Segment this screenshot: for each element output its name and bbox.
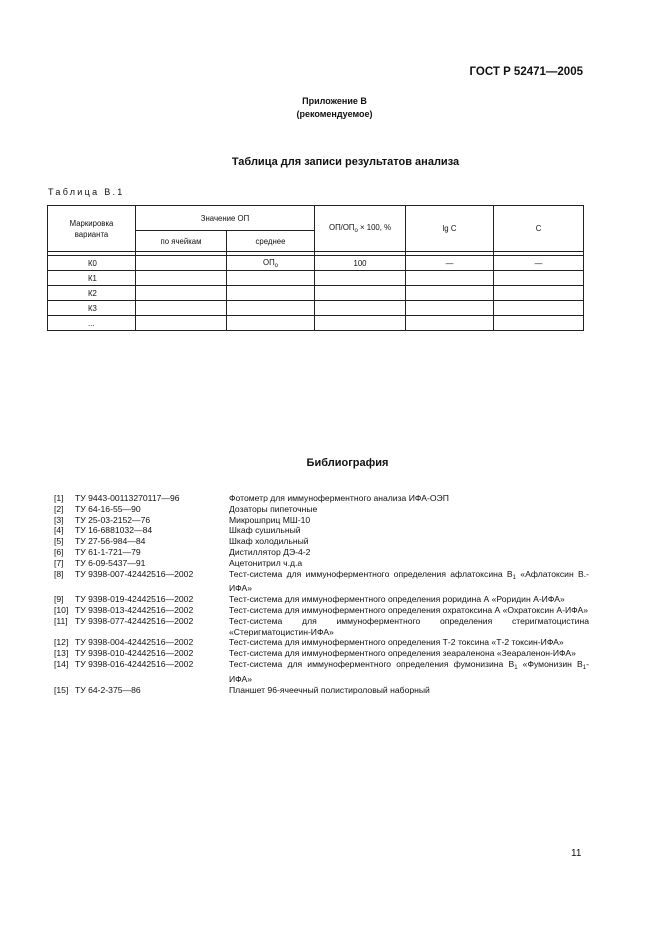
list-item (54, 536, 589, 547)
ref-code: ТУ 9398-019-42442516—2002 (75, 594, 194, 605)
list-item (54, 558, 589, 569)
cell-ratio (315, 286, 406, 301)
header-ratio-sub: о (354, 228, 358, 234)
cell-c (494, 286, 584, 301)
ref-description: Ацетонитрил ч.д.а (229, 557, 303, 568)
ref-description-subscript: 1 (582, 664, 587, 671)
ref-description-part: -ИФА» (229, 658, 589, 684)
ref-description: Тест-система для иммуноферментного определения охратоксина А «Охратоксин А-ИФА» (229, 604, 588, 615)
table-label: Таблица В.1 (48, 187, 125, 197)
list-item (54, 504, 589, 515)
cell-mean-sub: о (274, 262, 279, 269)
cell-lgc (406, 271, 494, 286)
ref-description-subscript: 1 (512, 574, 517, 581)
table-row (48, 301, 584, 316)
ref-description-part: Тест-система для иммуноферментного определения афлатоксина В (229, 568, 513, 579)
ref-number: [6] (54, 546, 64, 557)
ref-description: Тест-система для иммуноферментного определения стеригматоцистина «Стеригматоцистин-ИФА» (229, 615, 589, 637)
table-title-text: Таблица для записи результатов анализа (231, 156, 460, 168)
ref-number: [12] (54, 637, 69, 648)
ref-description (229, 659, 589, 685)
ref-number: [4] (54, 525, 64, 536)
ref-description: Планшет 96-ячеечный полистироловый наборный (229, 684, 430, 695)
document-standard-number: ГОСТ Р 52471—2005 (469, 66, 583, 78)
ref-number: [10] (54, 604, 69, 615)
appendix-title: Приложение В (302, 96, 367, 106)
cell-mean (227, 271, 315, 286)
cell-mean (227, 316, 315, 331)
ref-code: ТУ 64-2-375—86 (75, 684, 141, 695)
cell-ratio (315, 316, 406, 331)
list-item (54, 493, 589, 504)
ref-description-part: «Фумонизин В (517, 658, 583, 669)
ref-number: [3] (54, 514, 64, 525)
cell-c (494, 301, 584, 316)
ref-description-part: «Афлатоксин В.-ИФА» (229, 568, 589, 594)
cell-per-cell (136, 256, 227, 271)
ref-code: ТУ 61-1-721—79 (75, 546, 141, 557)
list-item (54, 515, 589, 526)
header-lgc: lg C (406, 206, 494, 252)
ref-description: Шкаф сушильный (229, 525, 301, 536)
header-od-value: Значение ОП (136, 206, 315, 231)
table-header-row (48, 206, 584, 231)
ref-description: Дистиллятор ДЭ-4-2 (229, 546, 311, 557)
ref-number: [2] (54, 503, 64, 514)
cell-marking: К1 (48, 271, 136, 286)
ref-code: ТУ 9398-013-42442516—2002 (75, 604, 194, 615)
list-item (54, 525, 589, 536)
header-mean: среднее (227, 231, 315, 252)
ref-number: [13] (54, 648, 69, 659)
list-item (54, 547, 589, 558)
results-table (47, 205, 584, 331)
ref-number: [11] (54, 615, 68, 626)
table-row (48, 271, 584, 286)
list-item (54, 648, 589, 659)
ref-code: ТУ 9443-00113270117—96 (75, 493, 180, 503)
appendix-heading (0, 95, 661, 121)
ref-code: ТУ 9398-077-42442516—2002 (75, 615, 194, 626)
list-item (54, 594, 589, 605)
cell-c: — (494, 256, 584, 271)
ref-number: [15] (54, 684, 69, 695)
ref-number: [14] (54, 658, 69, 669)
page-number: 11 (571, 848, 582, 859)
ref-number: [7] (54, 557, 64, 568)
ref-description-part: Тест-система для иммуноферментного определения фумонизина В (229, 658, 515, 669)
table-row (48, 286, 584, 301)
list-item (54, 685, 589, 696)
cell-c (494, 316, 584, 331)
ref-code: ТУ 9398-007-42442516—2002 (75, 568, 194, 579)
cell-lgc (406, 316, 494, 331)
header-marking: Маркировка варианта (48, 206, 136, 252)
ref-number: [8] (54, 568, 64, 579)
cell-ratio: 100 (315, 256, 406, 271)
ref-description: Шкаф холодильный (229, 536, 309, 547)
ref-code: ТУ 6-09-5437—91 (75, 557, 146, 568)
cell-per-cell (136, 286, 227, 301)
ref-code: ТУ 27-56-984—84 (75, 536, 146, 547)
cell-ratio (315, 271, 406, 286)
list-item (54, 605, 589, 616)
cell-mean (227, 256, 315, 271)
cell-lgc: — (406, 256, 494, 271)
ref-code: ТУ 9398-010-42442516—2002 (75, 648, 194, 659)
cell-marking: К0 (48, 256, 136, 271)
ref-code: ТУ 25-03-2152—76 (75, 514, 151, 525)
header-c: С (494, 206, 584, 252)
cell-c (494, 271, 584, 286)
table-row (48, 316, 584, 331)
ref-description: Тест-система для иммуноферментного определения роридина А «Роридин А-ИФА» (229, 594, 565, 605)
cell-per-cell (136, 271, 227, 286)
cell-lgc (406, 286, 494, 301)
list-item (54, 637, 589, 648)
cell-marking: ... (48, 316, 136, 331)
cell-mean (227, 301, 315, 316)
cell-ratio (315, 301, 406, 316)
cell-per-cell (136, 301, 227, 316)
cell-lgc (406, 301, 494, 316)
ref-description-subscript: 1 (514, 664, 518, 671)
header-ratio-main: ОП/ОП (329, 223, 355, 232)
header-ratio-tail: × 100, % (357, 223, 392, 232)
cell-mean-main: ОП (263, 257, 275, 267)
ref-description: Микрошприц МШ-10 (229, 514, 311, 525)
appendix-subtitle: (рекомендуемое) (296, 109, 373, 119)
ref-description: Дозаторы пипеточные (229, 503, 318, 514)
ref-description: Тест-система для иммуноферментного определения Т-2 токсина «Т-2 токсин-ИФА» (229, 637, 564, 648)
bibliography-title: Библиография (306, 457, 389, 469)
header-ratio (315, 206, 406, 252)
ref-number: [5] (54, 536, 64, 547)
ref-code: ТУ 9398-004-42442516—2002 (75, 637, 194, 648)
cell-marking: К3 (48, 301, 136, 316)
ref-number: [1] (54, 493, 64, 503)
ref-code: ТУ 9398-016-42442516—2002 (75, 658, 194, 669)
list-item (54, 569, 589, 595)
ref-code: ТУ 64-16-55—90 (75, 503, 141, 514)
table-row (48, 256, 584, 271)
ref-description (229, 569, 589, 595)
cell-marking: К2 (48, 286, 136, 301)
list-item (54, 616, 589, 638)
bibliography-list (54, 493, 589, 695)
list-item (54, 659, 589, 685)
header-per-cell: по ячейкам (136, 231, 227, 252)
cell-mean (227, 286, 315, 301)
cell-per-cell (136, 316, 227, 331)
ref-code: ТУ 16-6881032—84 (75, 525, 153, 536)
ref-description: Тест-система для иммуноферментного определения зеараленона «Зеараленон-ИФА» (229, 648, 576, 659)
ref-number: [9] (54, 594, 64, 605)
ref-description: Фотометр для иммуноферментного анализа ИФА-ОЭП (229, 493, 449, 503)
table-title (0, 156, 661, 168)
bibliography-heading (0, 457, 661, 469)
